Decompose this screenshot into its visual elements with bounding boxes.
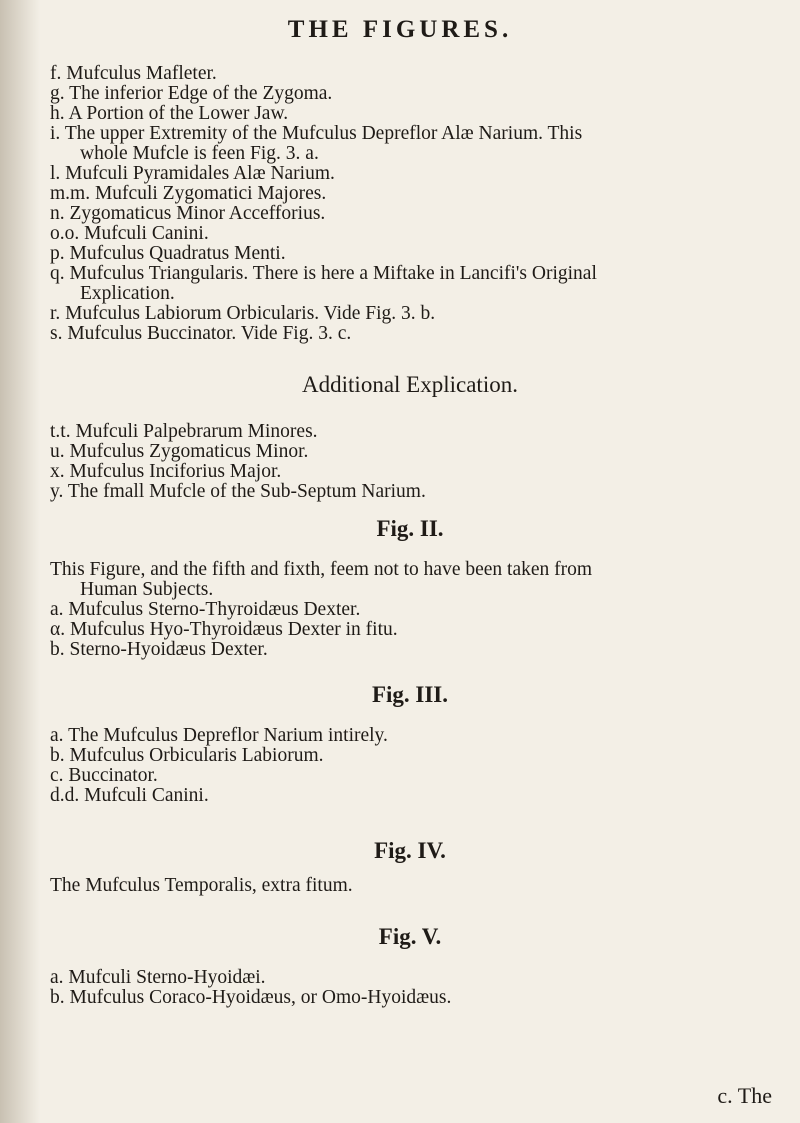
- list-item: f. Mufculus Mafleter.: [50, 63, 217, 84]
- list-item: a. Mufculi Sterno-Hyoidæi.: [50, 967, 266, 988]
- fig-4-text: The Mufculus Temporalis, extra fitum.: [50, 875, 353, 896]
- list-item: o.o. Mufculi Canini.: [50, 223, 209, 244]
- list-item: s. Mufculus Buccinator. Vide Fig. 3. c.: [50, 323, 352, 344]
- running-header: THE FIGURES.: [287, 16, 513, 43]
- list-item: t.t. Mufculi Palpebrarum Minores.: [50, 421, 318, 442]
- fig-4-heading: Fig. IV.: [374, 838, 446, 863]
- fig-3-section: [50, 726, 770, 806]
- list-item: d.d. Mufculi Canini.: [50, 785, 209, 806]
- list-item: b. Mufculus Coraco-Hyoidæus, or Omo-Hyoidæus.: [50, 987, 452, 1008]
- list-item-continuation: whole Mufcle is feen Fig. 3. a.: [80, 143, 319, 164]
- fig-2-intro-continuation: Human Subjects.: [80, 579, 214, 600]
- list-item: g. The inferior Edge of the Zygoma.: [50, 83, 333, 104]
- fig-5-section: [50, 968, 770, 1008]
- fig-5-heading: Fig. V.: [378, 924, 442, 949]
- list-item: n. Zygomaticus Minor Accefforius.: [50, 203, 326, 224]
- list-item: m.m. Mufculi Zygomatici Majores.: [50, 183, 327, 204]
- fig-2-heading: Fig. II.: [376, 516, 444, 541]
- additional-explication-list: [50, 422, 770, 502]
- list-item: c. Buccinator.: [50, 765, 158, 786]
- list-item: q. Mufculus Triangularis. There is here a Miftake in Lancifi's Original: [50, 263, 597, 284]
- list-item: p. Mufculus Quadratus Menti.: [50, 243, 286, 264]
- fig-3-heading: Fig. III.: [371, 682, 449, 707]
- additional-explication-heading: Additional Explication.: [302, 372, 518, 397]
- list-item: a. Mufculus Sterno-Thyroidæus Dexter.: [50, 599, 361, 620]
- list-item: b. Sterno-Hyoidæus Dexter.: [50, 639, 268, 660]
- list-item: l. Mufculi Pyramidales Alæ Narium.: [50, 163, 335, 184]
- fig-2-intro: This Figure, and the fifth and fixth, feem not to have been taken from: [50, 559, 593, 580]
- list-item-continuation: Explication.: [80, 283, 175, 304]
- list-item: b. Mufculus Orbicularis Labiorum.: [50, 745, 324, 766]
- fig-4-section: [50, 876, 770, 896]
- list-item: h. A Portion of the Lower Jaw.: [50, 103, 289, 124]
- list-item: α. Mufculus Hyo-Thyroidæus Dexter in fitu.: [50, 619, 398, 640]
- list-item: y. The fmall Mufcle of the Sub-Septum Narium.: [50, 481, 426, 502]
- fig-2-section: [50, 560, 770, 660]
- list-item: r. Mufculus Labiorum Orbicularis. Vide Fig. 3. b.: [50, 303, 436, 324]
- page-edge-shadow: [0, 0, 40, 1123]
- list-item: x. Mufculus Inciforius Major.: [50, 461, 282, 482]
- list-item: a. The Mufculus Depreflor Narium intirely.: [50, 725, 388, 746]
- list-item: u. Mufculus Zygomaticus Minor.: [50, 441, 309, 462]
- list-item: i. The upper Extremity of the Mufculus Depreflor Alæ Narium. This: [50, 123, 583, 144]
- figure-legend-top: [50, 64, 770, 344]
- catchword: c. The: [717, 1083, 772, 1108]
